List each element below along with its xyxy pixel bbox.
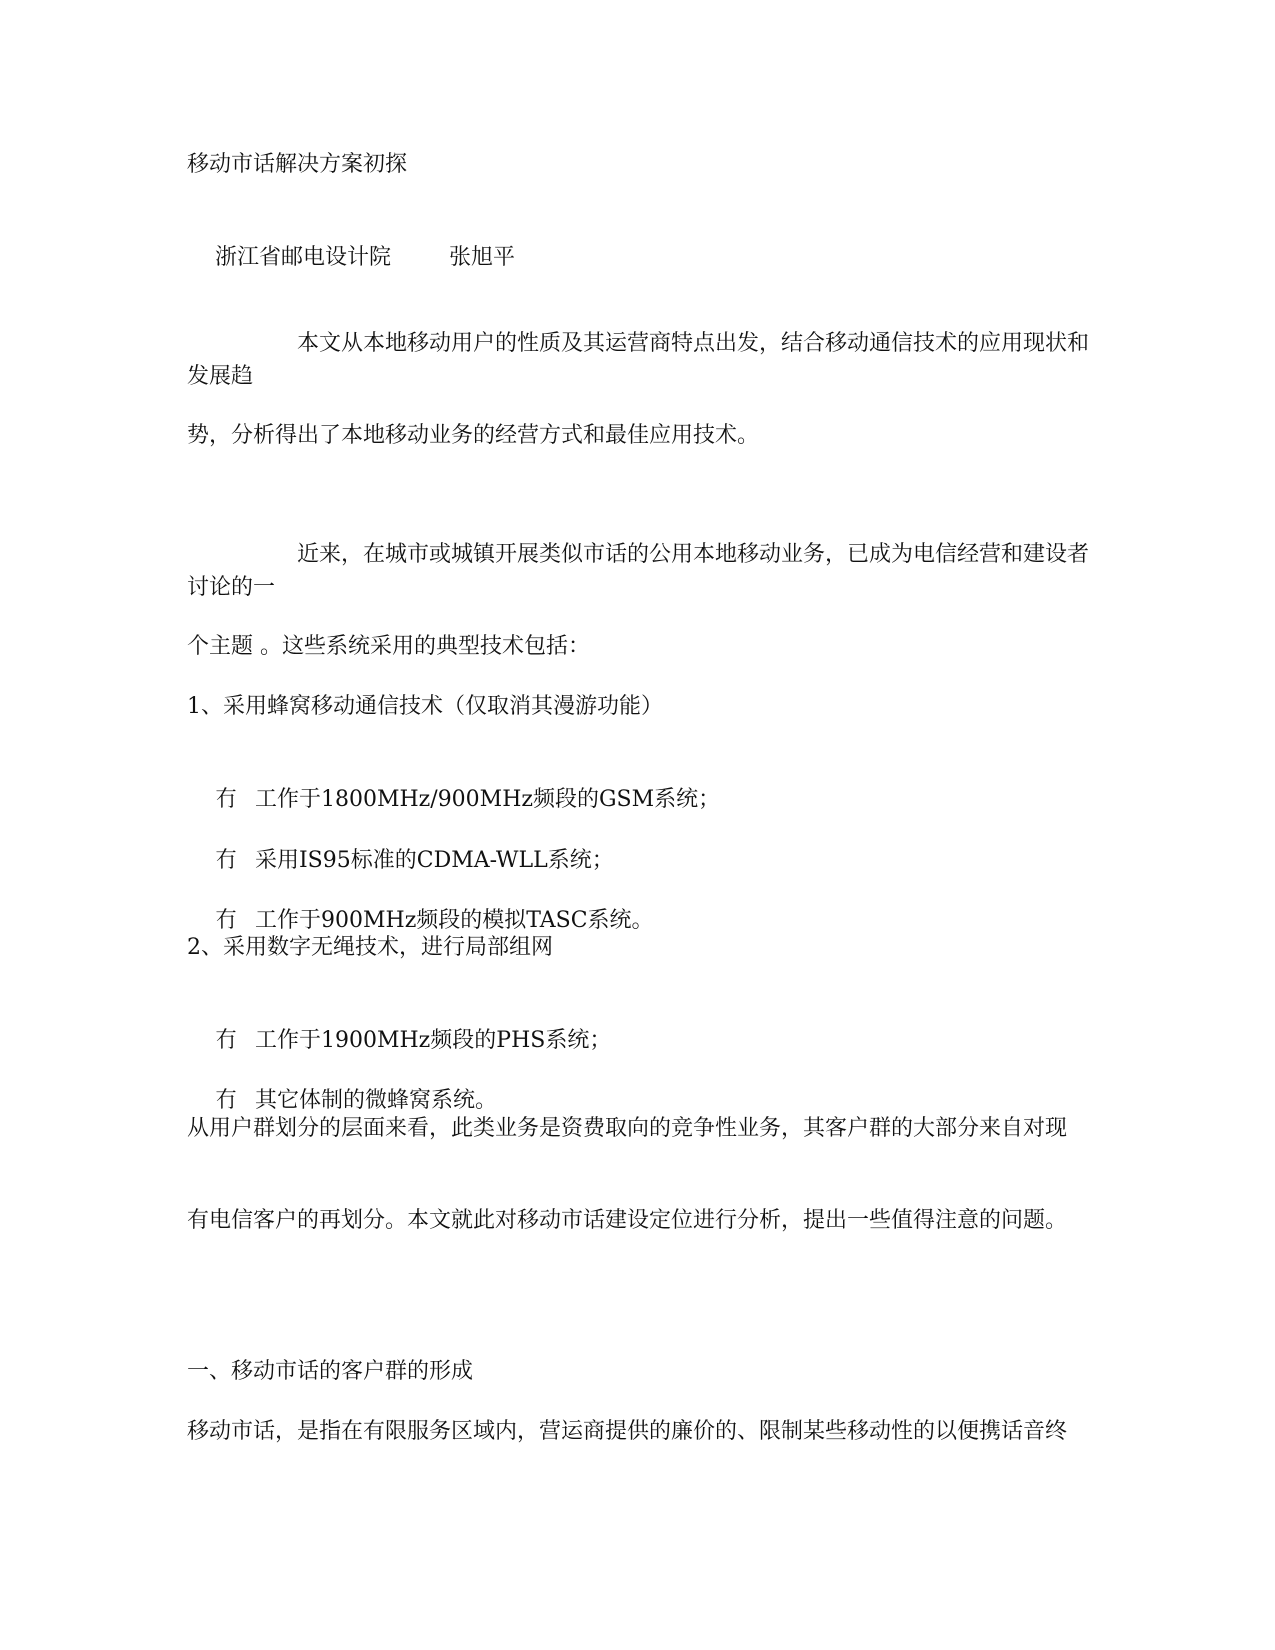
bullet-glyph: 冇 [214,1028,237,1053]
list-item-text: 其它体制的微蜂窝系统。 [254,1088,497,1113]
analysis-paragraph-line-2: 有电信客户的再划分。本文就此对移动市话建设定位进行分析，提出一些值得注意的问题。 [187,1208,1068,1233]
bullet-glyph: 冇 [214,787,237,812]
section-1-heading: 一、移动市话的客户群的形成 [187,1359,474,1384]
institution: 浙江省邮电设计院 [214,245,391,270]
byline [187,208,1092,307]
intro-paragraph-line-1: 近来，在城市或城镇开展类似市话的公用本地移动业务，已成为电信经营和建设者讨论的一 [187,542,1090,600]
analysis-paragraph-line-1: 从用户群划分的层面来看，此类业务是资费取向的竞争性业务，其客户群的大部分来自对现 [187,1116,1068,1141]
list-item-text: 工作于1800MHz/900MHz频段的GSM系统； [254,787,721,812]
intro-paragraph-line-2: 个主题 。这些系统采用的典型技术包括： [187,634,590,659]
bullet-glyph: 冇 [214,848,237,873]
section-1-paragraph-line-1: 移动市话，是指在有限服务区域内，营运商提供的廉价的、限制某些移动性的以便携话音终 [187,1419,1068,1444]
bullet-glyph: 冇 [214,908,237,933]
list-item-text: 工作于900MHz频段的模拟TASC系统。 [254,908,654,933]
list-item-text: 采用IS95标准的CDMA-WLL系统； [254,848,614,873]
bullet-glyph: 冇 [214,1088,237,1113]
list-item-text: 工作于1900MHz频段的PHS系统； [254,1028,612,1053]
author: 张旭平 [449,245,516,270]
abstract-paragraph-line-2: 势，分析得出了本地移动业务的经营方式和最佳应用技术。 [187,423,760,448]
tech1-heading: 1、采用蜂窝移动通信技术（仅取消其漫游功能） [187,694,663,719]
abstract-paragraph-line-1: 本文从本地移动用户的性质及其运营商特点出发，结合移动通信技术的应用现状和发展趋 [187,331,1090,389]
tech2-heading: 2、采用数字无绳技术，进行局部组网 [187,935,553,960]
document-title: 移动市话解决方案初探 [187,152,408,177]
